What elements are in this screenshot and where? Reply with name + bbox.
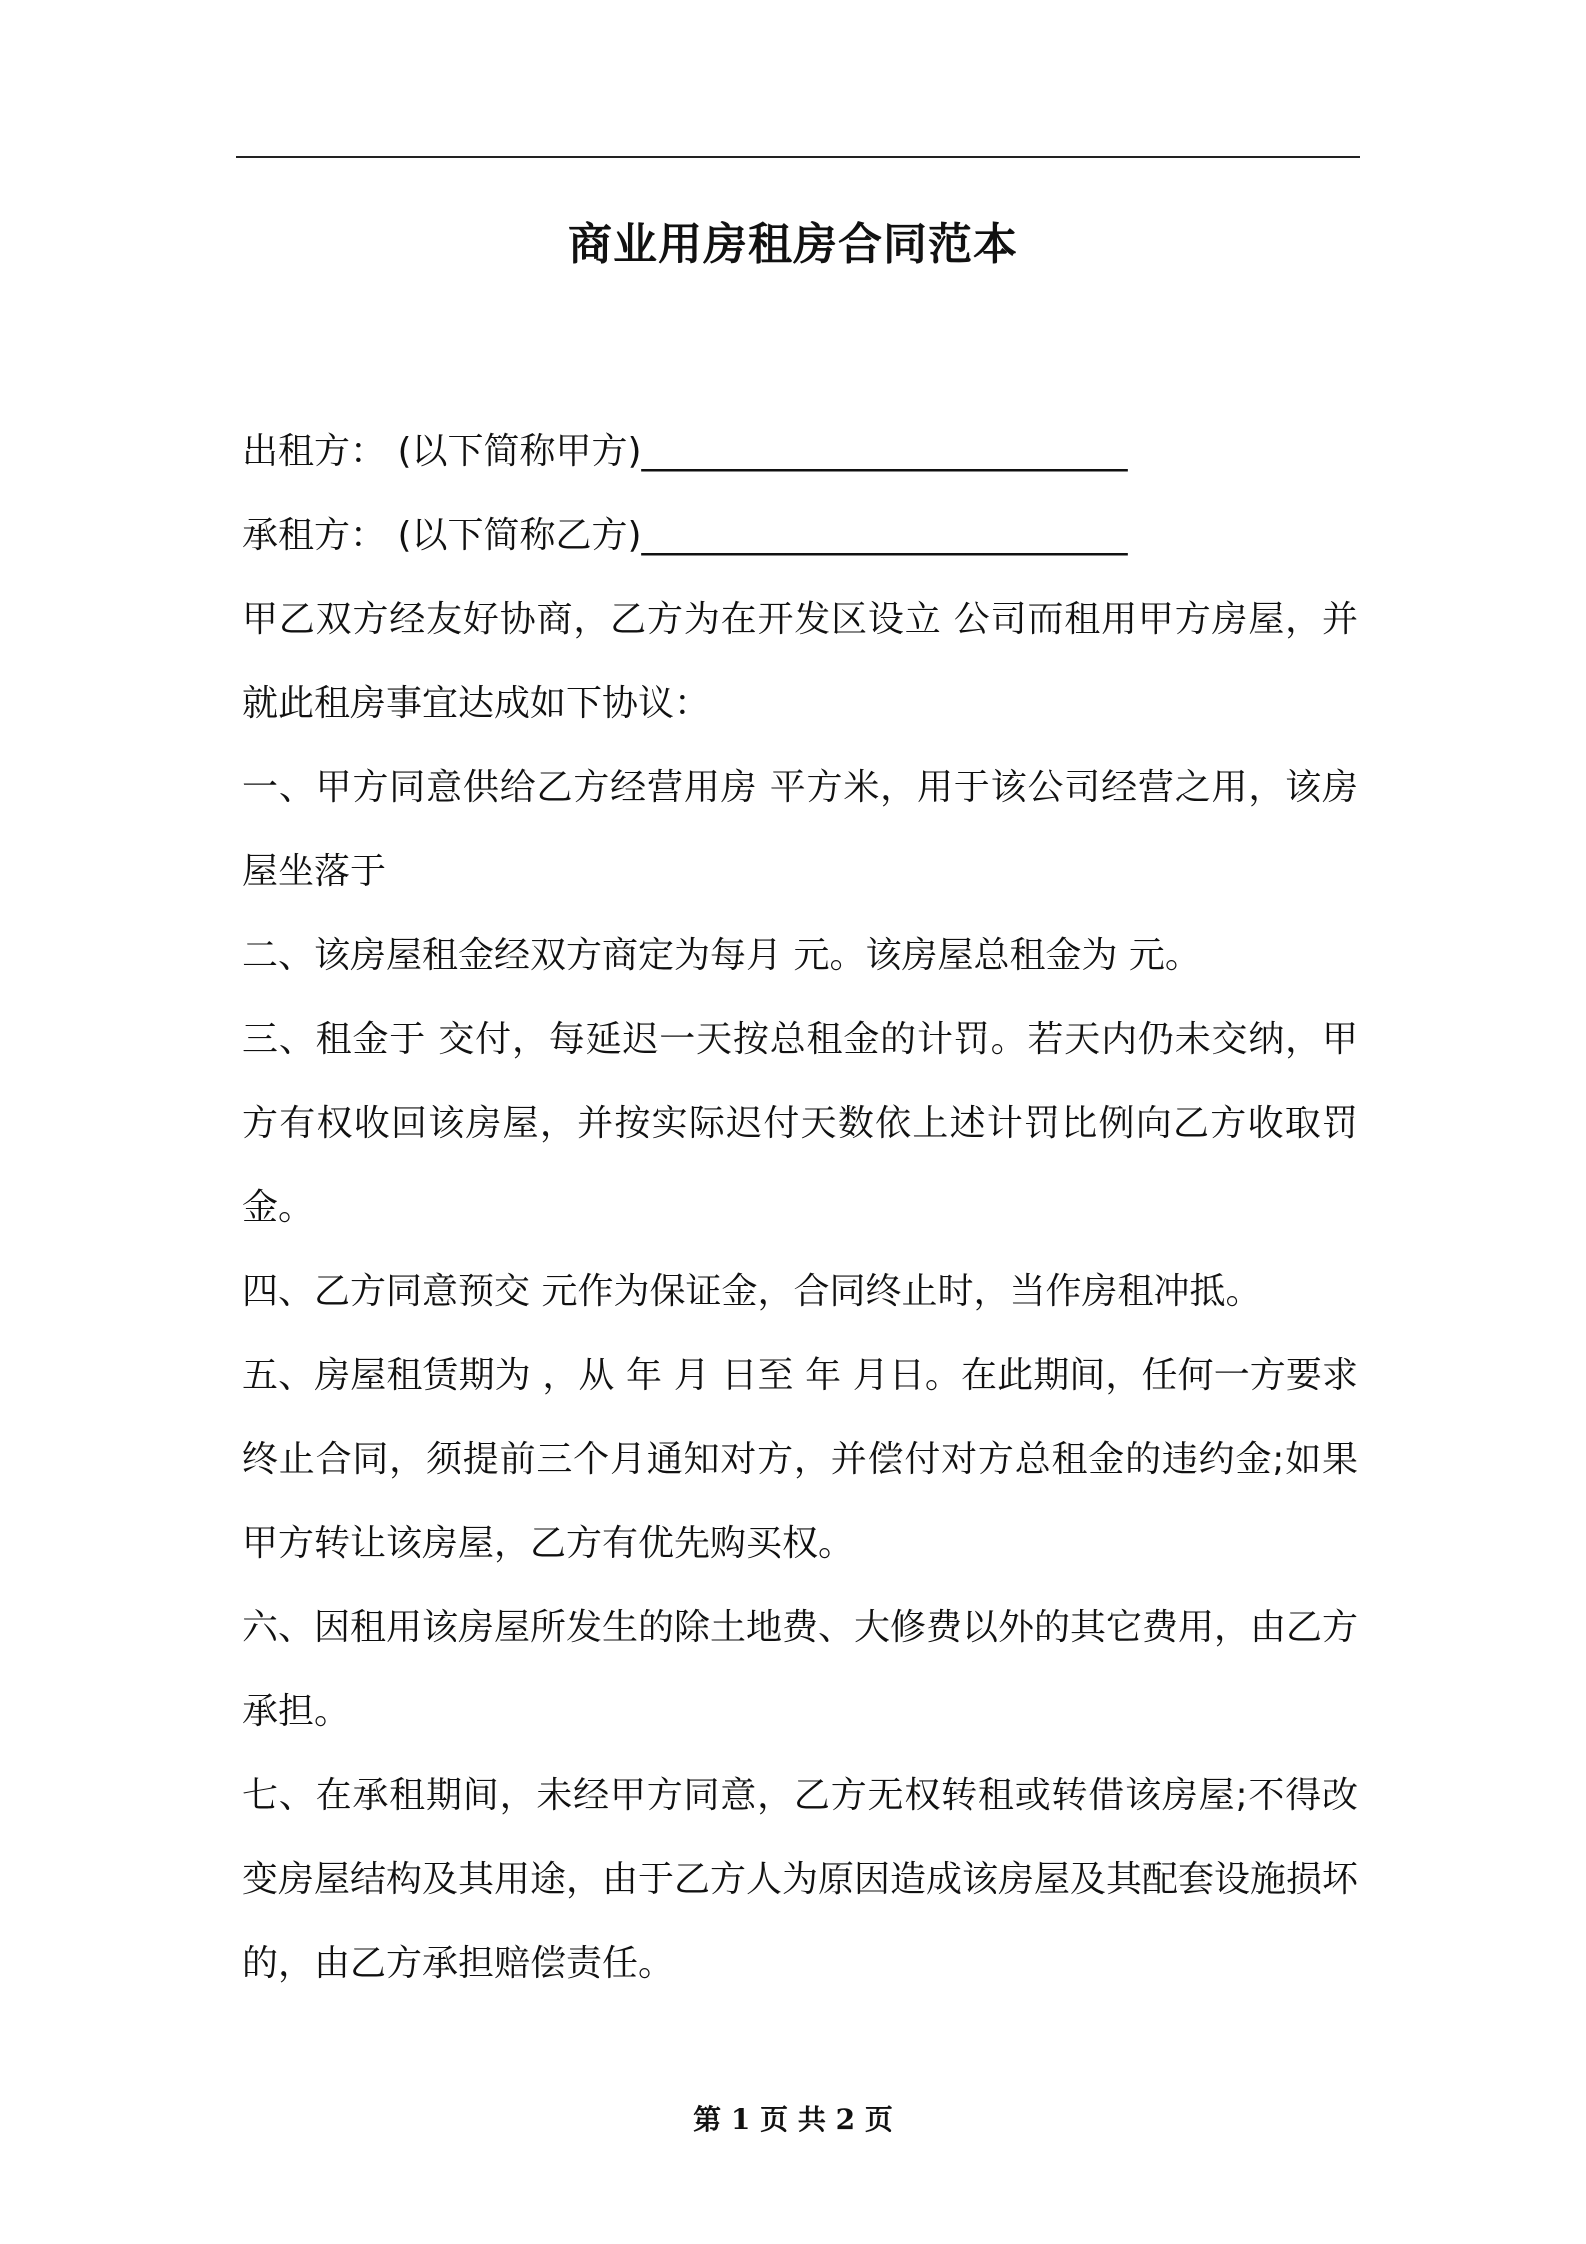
clause-7: 七、在承租期间，未经甲方同意，乙方无权转租或转借该房屋;不得改变房屋结构及其用途，由于乙方人为原因造成该房屋及其配套设施损坏的，由乙方承担赔偿责任。 bbox=[242, 1775, 1359, 1984]
lessor-line: 出租方： (以下简称甲方)___________________________ bbox=[242, 431, 1128, 472]
clause-6: 六、因租用该房屋所发生的除土地费、大修费以外的其它费用，由乙方承担。 bbox=[242, 1607, 1359, 1732]
clause-2: 二、该房屋租金经双方商定为每月 元。该房屋总租金为 元。 bbox=[242, 935, 1201, 976]
clause-5: 五、房屋租赁期为 ，从 年 月 日至 年 月日。在此期间，任何一方要求终止合同，须提前三个月通知对方，并偿付对方总租金的违约金;如果甲方转让该房屋，乙方有优先购买权。 bbox=[242, 1355, 1358, 1564]
document-body bbox=[242, 410, 1358, 2006]
clause-1: 一、甲方同意供给乙方经营用房 平方米，用于该公司经营之用，该房屋坐落于 bbox=[242, 767, 1358, 892]
header-rule bbox=[236, 156, 1360, 158]
page-number-footer: 第 1 页 共 2 页 bbox=[693, 2103, 893, 2136]
preamble-paragraph: 甲乙双方经友好协商，乙方为在开发区设立 公司而租用甲方房屋，并就此租房事宜达成如下协议： bbox=[242, 599, 1358, 724]
lessee-line: 承租方： (以下简称乙方)___________________________ bbox=[242, 515, 1128, 556]
clause-4: 四、乙方同意预交 元作为保证金，合同终止时，当作房租冲抵。 bbox=[242, 1271, 1262, 1312]
clause-3: 三、租金于 交付，每延迟一天按总租金的计罚。若天内仍未交纳，甲方有权收回该房屋，并按实际迟付天数依上述计罚比例向乙方收取罚金。 bbox=[242, 1019, 1358, 1228]
document-title: 商业用房租房合同范本 bbox=[568, 219, 1018, 270]
